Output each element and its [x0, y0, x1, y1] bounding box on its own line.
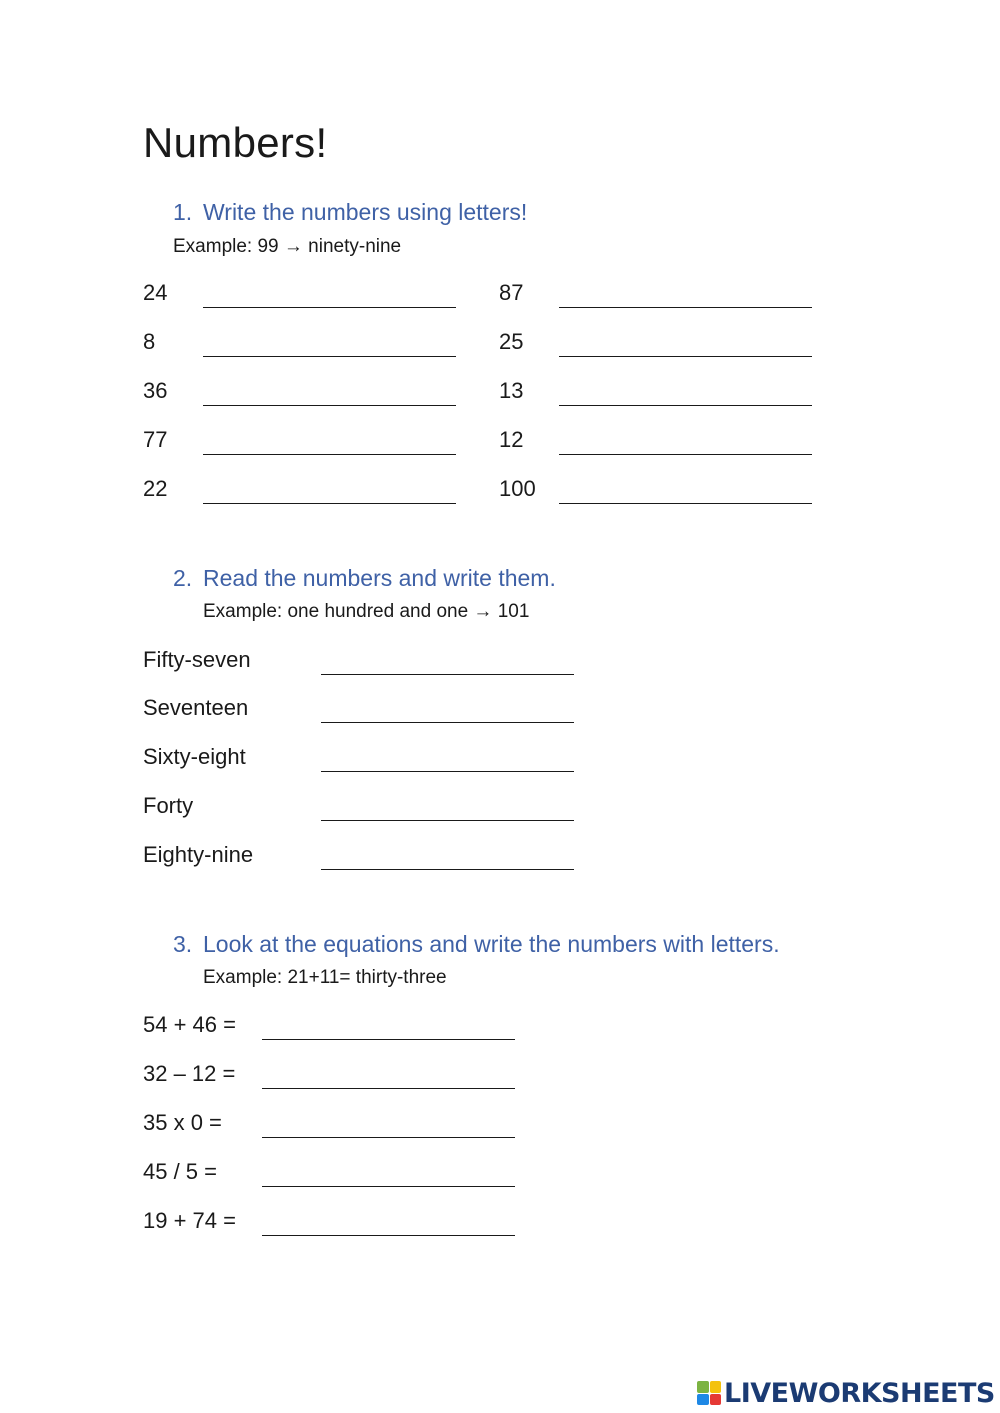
section-3-number: 3.	[173, 931, 193, 957]
equation-label: 19 + 74 =	[143, 1208, 236, 1233]
number-label: 8	[143, 329, 156, 354]
equation-label: 35 x 0 =	[143, 1110, 222, 1135]
section-3-heading-text: Look at the equations and write the numbers with letters.	[203, 931, 780, 957]
answer-blank[interactable]	[203, 356, 456, 357]
word-number-label: Seventeen	[143, 695, 249, 720]
section-1-number: 1.	[173, 199, 193, 225]
logo-square-green	[697, 1381, 709, 1393]
section-1-heading-text: Write the numbers using letters!	[203, 199, 528, 225]
answer-blank[interactable]	[203, 307, 456, 308]
answer-blank[interactable]	[262, 1088, 515, 1089]
number-label: 24	[143, 280, 168, 305]
number-label: 22	[143, 476, 168, 501]
answer-blank[interactable]	[321, 674, 574, 675]
logo-text: LIVEWORKSHEETS	[724, 1377, 995, 1409]
answer-blank[interactable]	[203, 454, 456, 455]
answer-blank[interactable]	[559, 356, 812, 357]
number-label: 36	[143, 378, 168, 403]
answer-blank[interactable]	[559, 307, 812, 308]
section-2-heading-text: Read the numbers and write them.	[203, 565, 556, 591]
equation-label: 54 + 46 =	[143, 1012, 236, 1037]
answer-blank[interactable]	[321, 771, 574, 772]
answer-blank[interactable]	[321, 722, 574, 723]
answer-blank[interactable]	[321, 820, 574, 821]
answer-blank[interactable]	[559, 503, 812, 504]
equation-label: 45 / 5 =	[143, 1159, 218, 1184]
liveworksheets-logo	[697, 1378, 995, 1408]
section-3-example: Example: 21+11= thirty-three	[203, 967, 447, 988]
answer-blank[interactable]	[262, 1186, 515, 1187]
logo-square-blue	[697, 1394, 709, 1406]
liveworksheets-logo-icon	[697, 1381, 721, 1405]
answer-blank[interactable]	[203, 503, 456, 504]
section-2-number: 2.	[173, 565, 193, 591]
number-label: 13	[499, 378, 524, 403]
word-number-label: Forty	[143, 793, 194, 818]
logo-square-red	[710, 1394, 722, 1406]
section-1-heading	[173, 201, 527, 224]
number-label: 100	[499, 476, 536, 501]
logo-square-yellow	[710, 1381, 722, 1393]
answer-blank[interactable]	[262, 1235, 515, 1236]
word-number-label: Fifty-seven	[143, 647, 251, 672]
word-number-label: Eighty-nine	[143, 842, 254, 867]
section-3-heading	[173, 933, 780, 956]
equation-label: 32 – 12 =	[143, 1061, 236, 1086]
section-2-example: Example: one hundred and one → 101	[203, 601, 530, 622]
number-label: 25	[499, 329, 524, 354]
section-2-heading	[173, 567, 556, 590]
answer-blank[interactable]	[262, 1039, 515, 1040]
answer-blank[interactable]	[262, 1137, 515, 1138]
answer-blank[interactable]	[203, 405, 456, 406]
answer-blank[interactable]	[559, 405, 812, 406]
answer-blank[interactable]	[321, 869, 574, 870]
page-title: Numbers!	[143, 119, 328, 166]
answer-blank[interactable]	[559, 454, 812, 455]
number-label: 87	[499, 280, 524, 305]
section-1-example: Example: 99 → ninety-nine	[173, 236, 402, 257]
number-label: 12	[499, 427, 524, 452]
number-label: 77	[143, 427, 168, 452]
word-number-label: Sixty-eight	[143, 744, 246, 769]
